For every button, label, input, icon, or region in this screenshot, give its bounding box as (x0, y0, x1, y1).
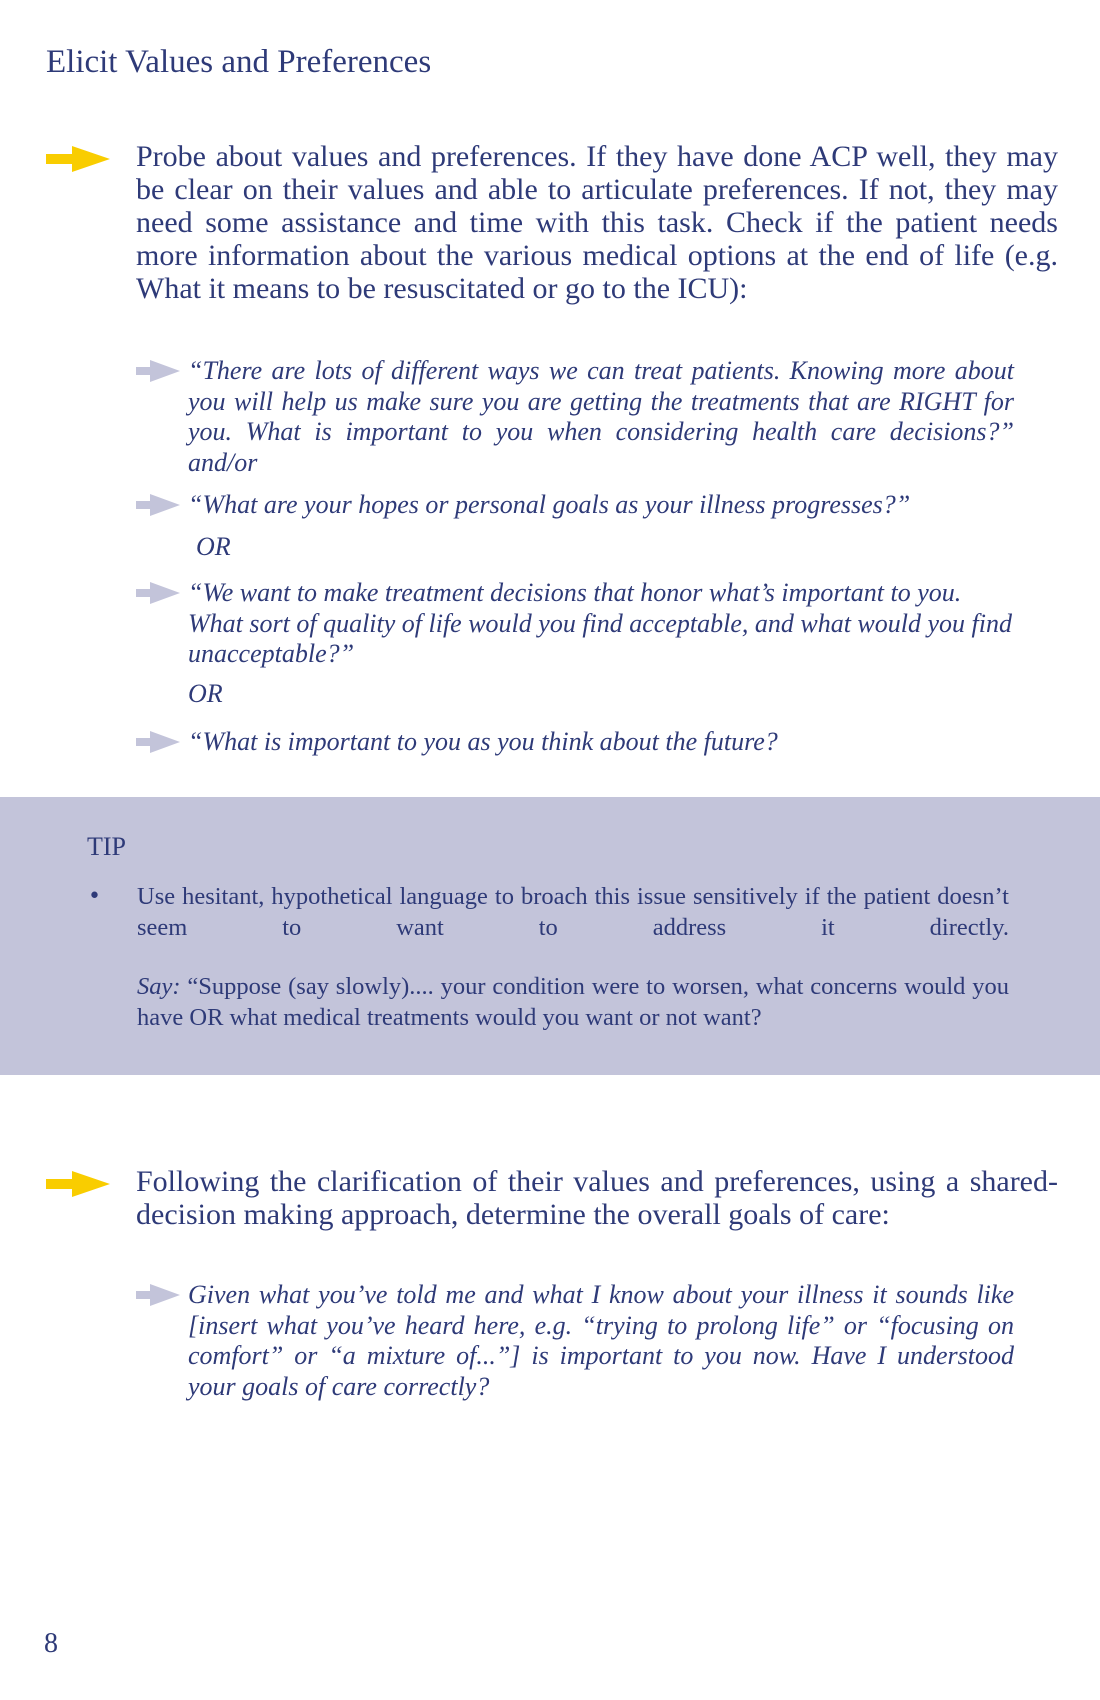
bullet-icon: • (88, 884, 101, 909)
tip-box (0, 797, 1100, 1075)
prompt-text: “What are your hopes or personal goals as your illness progresses?” (188, 490, 911, 519)
prompt-text: “We want to make treatment decisions that honor what’s important to you. What sort of quality of life would you find acceptable, and what would you find unacceptable?” (188, 578, 1012, 668)
page-number: 8 (44, 1628, 58, 1659)
prompt-text: “There are lots of different ways we can treat patients. Knowing more about you will help us make sure you are getting the treatments that are RIGHT for you. What is important to you when considering health care decisions?” and/or (188, 356, 1014, 477)
tip-say (137, 972, 1009, 1033)
prompt-text: Given what you’ve told me and what I know about your illness it sounds like [insert what you’ve heard here, e.g. “trying to prolong life” or “focusing on comfort” or “a mixture of...”] is important to you now. Have I understood your goals of care correctly? (188, 1280, 1014, 1401)
or-label: OR (196, 532, 231, 561)
tip-heading: TIP (87, 832, 126, 861)
section-text: Following the clarification of their values and preferences, using a shared-decision making approach, determine the overall goals of care: (136, 1165, 1058, 1231)
lavender-arrow-icon (136, 731, 180, 753)
lavender-arrow-icon (136, 360, 180, 382)
or-label: OR (188, 679, 223, 708)
lavender-arrow-icon (136, 1284, 180, 1306)
lavender-arrow-icon (136, 494, 180, 516)
say-text: “Suppose (say slowly).... your condition were to worsen, what concerns would you have OR what medical treatments would you want or not want? (137, 973, 1009, 1031)
say-label: Say: (137, 973, 181, 1000)
yellow-arrow-icon (46, 146, 110, 172)
page-title: Elicit Values and Preferences (46, 44, 432, 80)
yellow-arrow-icon (46, 1171, 110, 1197)
lavender-arrow-icon (136, 582, 180, 604)
tip-text: Use hesitant, hypothetical language to broach this issue sensitively if the patient doesn’t seem to want to address it directly. (137, 883, 1009, 941)
prompt-text: “What is important to you as you think about the future? (188, 727, 778, 756)
section-text: Probe about values and preferences. If they have done ACP well, they may be clear on their values and able to articulate preferences. If not, they may need some assistance and time with this task. Check if the patient needs more information about the various medical options at the end of life (e.g. What it means to be resuscitated or go to the ICU): (136, 140, 1058, 305)
